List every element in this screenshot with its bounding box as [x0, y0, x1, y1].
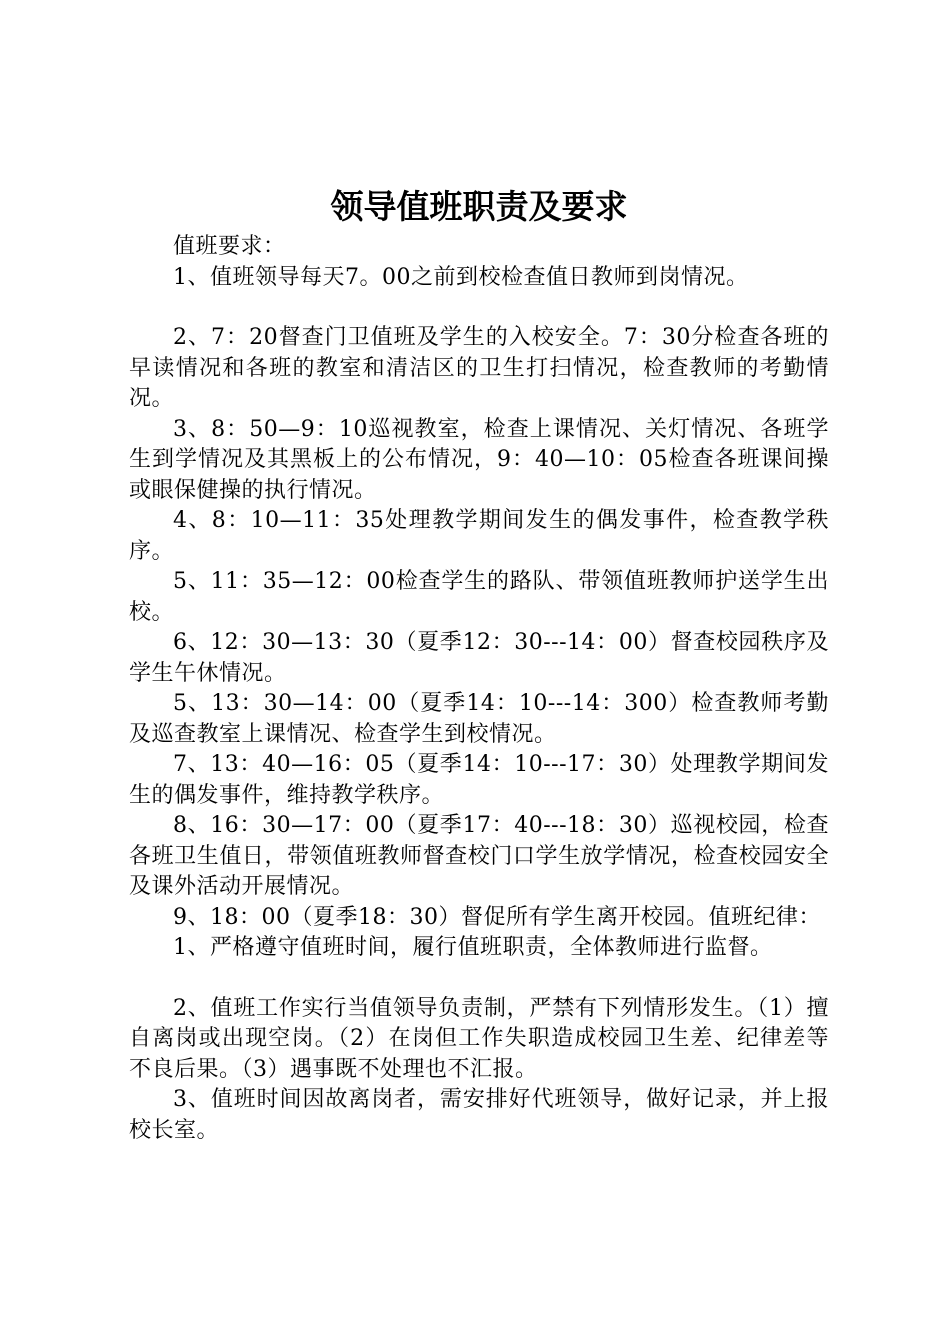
- requirement-item: 9、18：00（夏季18：30）督促所有学生离开校园。值班纪律：: [173, 904, 821, 930]
- requirement-item: 5、11：35—12：00检查学生的路队、带领值班教师护送学生出校。: [129, 569, 829, 625]
- document-body: [129, 232, 829, 1146]
- requirement-item: 3、8：50—9：10巡视教室，检查上课情况、关灯情况、各班学生到学情况及其黑板上的公布情况，9：40—10：05检查各班课间操或眼保健操的执行情况。: [129, 416, 829, 503]
- document-title: 领导值班职责及要求: [330, 187, 628, 226]
- discipline-item: 1、严格遵守值班时间，履行值班职责，全体教师进行监督。: [173, 935, 773, 960]
- requirement-item: 2、7：20督查门卫值班及学生的入校安全。7：30分检查各班的早读情况和各班的教室和清洁区的卫生打扫情况，检查教师的考勤情况。: [129, 325, 829, 411]
- requirement-item: 4、8：10—11：35处理教学期间发生的偶发事件，检查教学秩序。: [129, 508, 829, 564]
- requirement-item: 8、16：30—17：00（夏季17：40---18：30）巡视校园，检查各班卫生值日，带领值班教师督查校门口学生放学情况，检查校园安全及课外活动开展情况。: [129, 813, 829, 899]
- document-page: [129, 0, 829, 1344]
- requirement-item: 6、12：30—13：30（夏季12：30---14：00）督查校园秩序及学生午休情况。: [129, 630, 829, 686]
- section-heading-requirements: 值班要求：: [173, 234, 286, 259]
- discipline-item: 2、值班工作实行当值领导负责制，严禁有下列情形发生。（1）擅自离岗或出现空岗。（2）在岗但工作失职造成校园卫生差、纪律差等不良后果。（3）遇事既不处理也不汇报。: [129, 995, 829, 1082]
- requirement-item: 7、13：40—16：05（夏季14：10---17：30）处理教学期间发生的偶发事件，维持教学秩序。: [129, 752, 829, 808]
- requirement-item: 5、13：30—14：00（夏季14：10---14：300）检查教师考勤及巡查教室上课情况、检查学生到校情况。: [129, 691, 829, 747]
- discipline-item: 3、值班时间因故离岗者，需安排好代班领导，做好记录，并上报校长室。: [129, 1087, 829, 1143]
- requirement-item: 1、值班领导每天7。00之前到校检查值日教师到岗情况。: [173, 264, 749, 290]
